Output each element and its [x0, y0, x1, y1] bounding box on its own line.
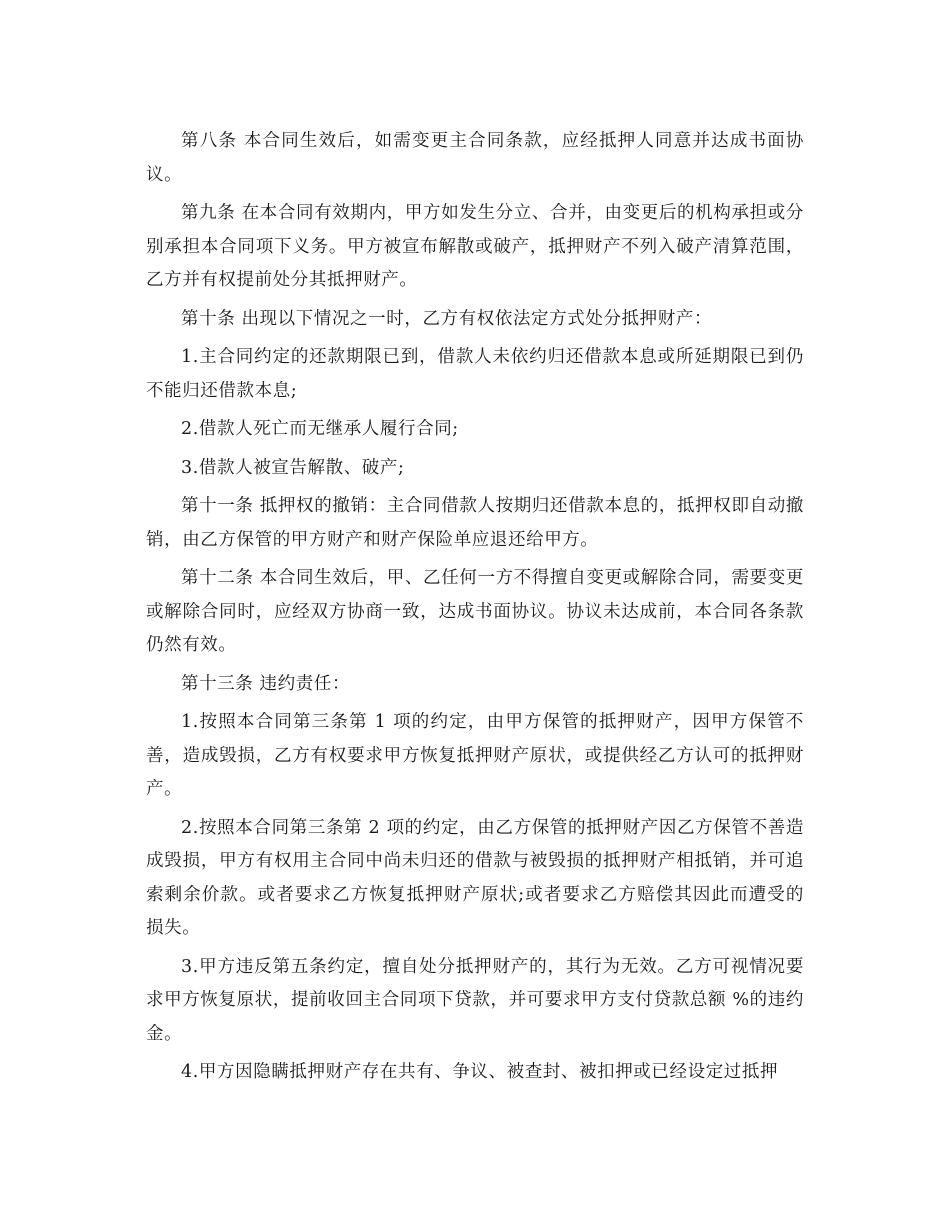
paragraph-article-13-item-1: 1.按照本合同第三条第 1 项的约定，由甲方保管的抵押财产，因甲方保管不善，造成毁损，乙方有权要求甲方恢复抵押财产原状，或提供经乙方认可的抵押财产。 — [146, 712, 804, 799]
paragraph-article-8: 第八条 本合同生效后，如需变更主合同条款，应经抵押人同意并达成书面协议。 — [146, 131, 804, 185]
paragraph-article-10-item-1: 1.主合同约定的还款期限已到，借款人未依约归还借款本息或所延期限已到仍不能归还借款本息; — [146, 347, 804, 401]
paragraph-article-12: 第十二条 本合同生效后，甲、乙任何一方不得擅自变更或解除合同，需要变更或解除合同时，应经双方协商一致，达成书面协议。协议未达成前，本合同各条款仍然有效。 — [146, 568, 804, 655]
paragraph-article-13: 第十三条 违约责任： — [181, 673, 351, 694]
paragraph-article-13-item-4: 4.甲方因隐瞒抵押财产存在共有、争议、被查封、被扣押或已经设定过抵押 — [181, 1062, 779, 1082]
paragraph-article-10-item-3: 3.借款人被宣告解散、破产; — [181, 457, 405, 478]
paragraph-article-10: 第十条 出现以下情况之一时，乙方有权依法定方式处分抵押财产： — [181, 308, 713, 329]
paragraph-article-10-item-2: 2.借款人死亡而无继承人履行合同; — [181, 419, 459, 439]
paragraph-article-13-item-2: 2.按照本合同第三条第 2 项的约定，由乙方保管的抵押财产因乙方保管不善造成毁损，甲方有权用主合同中尚未归还的借款与被毁损的抵押财产相抵销，并可追索剩余价款。或者要求乙方恢复抵押财产原状;或者要求乙方赔偿其因此而遭受的损失。 — [146, 817, 804, 938]
paragraph-article-13-item-3: 3.甲方违反第五条约定，擅自处分抵押财产的，其行为无效。乙方可视情况要求甲方恢复原状，提前收回主合同项下贷款，并可要求甲方支付贷款总额 %的违约金。 — [146, 956, 804, 1044]
paragraph-article-11: 第十一条 抵押权的撤销：主合同借款人按期归还借款本息的，抵押权即自动撤销，由乙方保管的甲方财产和财产保险单应退还给甲方。 — [146, 496, 804, 550]
paragraph-article-9: 第九条 在本合同有效期内，甲方如发生分立、合并，由变更后的机构承担或分别承担本合同项下义务。甲方被宣布解散或破产，抵押财产不列入破产清算范围，乙方并有权提前处分其抵押财产。 — [146, 203, 804, 290]
